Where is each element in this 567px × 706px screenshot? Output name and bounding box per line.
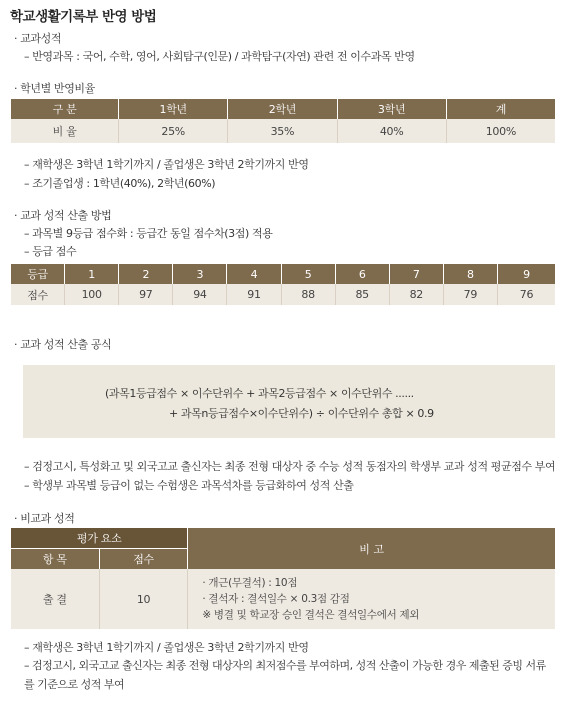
remark-line: · 개근(무결석) : 10점 (202, 577, 298, 589)
table-header: 6 (335, 264, 389, 284)
table-header: 3학년 (337, 99, 446, 119)
table-cell: 76 (497, 284, 555, 305)
table-header: 등급 (11, 264, 65, 284)
section-heading-year-ratio: · 학년별 반영비율 (14, 82, 95, 95)
table-cell: 점수 (11, 284, 65, 305)
remark-line: · 결석자 : 결석일수 × 0.3점 감점 (202, 593, 350, 605)
table-cell: 88 (281, 284, 335, 305)
table-header: 9 (497, 264, 555, 284)
table-cell: 79 (443, 284, 497, 305)
table-cell: 91 (227, 284, 281, 305)
table-header: 1학년 (119, 99, 228, 119)
note-line: – 재학생은 3학년 1학기까지 / 졸업생은 3학년 2학기까지 반영 (24, 158, 309, 171)
table-group-header: 평가 요소 (11, 528, 188, 549)
table-header: 점수 (99, 549, 188, 570)
note-line: – 조기졸업생 : 1학년(40%), 2학년(60%) (24, 177, 216, 190)
table-cell: 82 (389, 284, 443, 305)
grade-score-table (11, 264, 555, 305)
table-cell: 40% (337, 119, 446, 143)
table-header: 3 (173, 264, 227, 284)
page-title: 학교생활기록부 반영 방법 (10, 9, 157, 25)
section-heading-grades: · 교과성적 (14, 32, 62, 45)
calc-method-line: – 과목별 9등급 점수화 : 등급간 동일 점수차(3점) 적용 (24, 227, 273, 240)
table-header: 4 (227, 264, 281, 284)
table-header: 비 고 (188, 528, 555, 569)
table-header: 2학년 (228, 99, 337, 119)
table-header: 계 (446, 99, 555, 119)
table-header: 항 목 (11, 549, 99, 570)
formula-line: (과목1등급점수 × 이수단위수 + 과목2등급점수 × 이수단위수 ...... (105, 387, 414, 400)
table-cell: 10 (99, 569, 188, 629)
formula-box (23, 365, 555, 438)
table-cell: 100% (446, 119, 555, 143)
table-cell: 85 (335, 284, 389, 305)
table-header: 1 (65, 264, 119, 284)
table-header: 2 (119, 264, 173, 284)
table-cell: 비 율 (11, 119, 119, 143)
table-cell: 100 (65, 284, 119, 305)
note-line: – 검정고시, 외국고교 출신자는 최종 전형 대상자의 최저점수를 부여하며, 성적 산출이 가능한 경우 제출된 증빙 서류를 기준으로 성적 부여 (24, 659, 546, 691)
section-heading-formula: · 교과 성적 산출 공식 (14, 338, 112, 351)
section-heading-calc-method: · 교과 성적 산출 방법 (14, 209, 112, 222)
table-cell: 35% (228, 119, 337, 143)
table-header: 구 분 (11, 99, 119, 119)
formula-line: + 과목n등급점수×이수단위수) ÷ 이수단위수 총합 × 0.9 (169, 407, 434, 420)
table-cell: 94 (173, 284, 227, 305)
table-cell: 97 (119, 284, 173, 305)
year-ratio-table (11, 99, 555, 143)
note-line: – 검정고시, 특성화고 및 외국고교 출신자는 최종 전형 대상자 중 수능 성적 동점자의 학생부 교과 성적 평균점수 부여 (24, 460, 556, 473)
remark-line: ※ 병결 및 학교장 승인 결석은 결석일수에서 제외 (202, 609, 420, 621)
note-line: – 학생부 과목별 등급이 없는 수험생은 과목석차를 등급화하여 성적 산출 (24, 479, 354, 492)
table-cell: 출 결 (11, 569, 99, 629)
table-cell: 25% (119, 119, 228, 143)
non-subject-table (11, 528, 555, 629)
table-header: 8 (443, 264, 497, 284)
section-heading-non-subject: · 비교과 성적 (14, 512, 75, 525)
grade-score-label: – 등급 점수 (24, 245, 77, 258)
note-line: – 재학생은 3학년 1학기까지 / 졸업생은 3학년 2학기까지 반영 (24, 641, 309, 654)
table-header: 7 (389, 264, 443, 284)
remarks-cell (188, 569, 555, 629)
subject-line: – 반영과목 : 국어, 수학, 영어, 사회탐구(인문) / 과학탐구(자연) 관련 전 이수과목 반영 (24, 50, 415, 63)
table-header: 5 (281, 264, 335, 284)
